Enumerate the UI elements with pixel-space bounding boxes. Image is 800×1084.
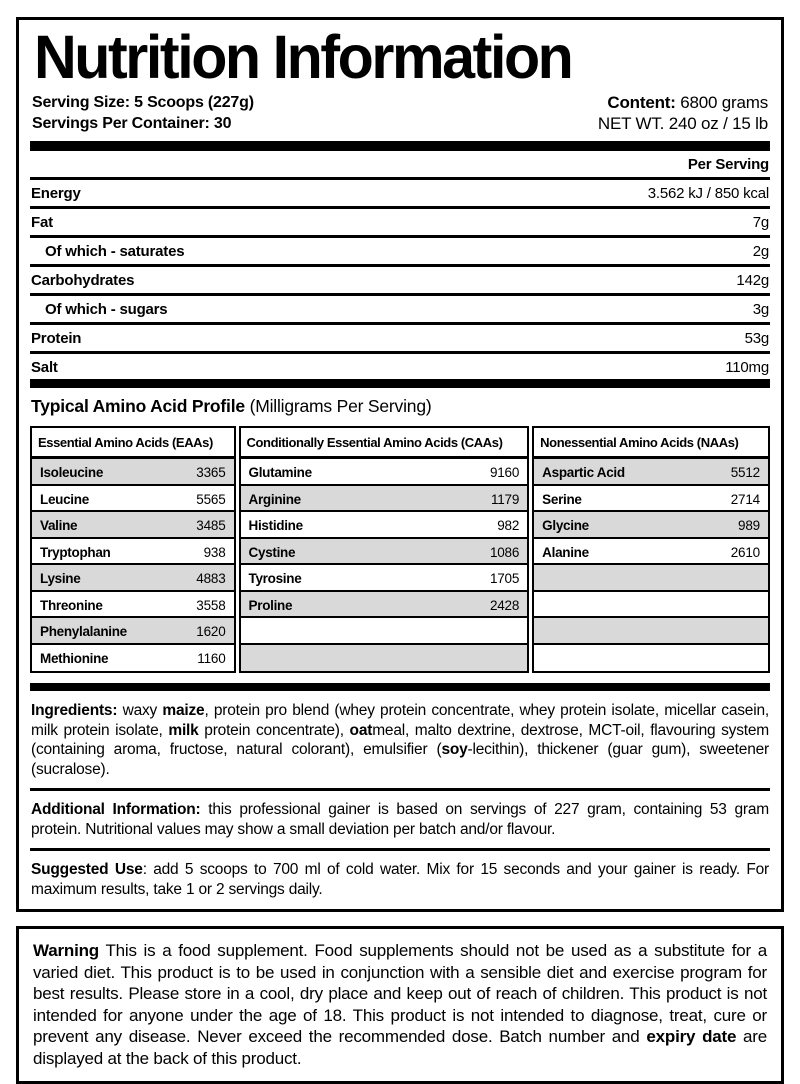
amino-name: Tyrosine: [248, 571, 302, 587]
amino-value: 4883: [196, 571, 226, 587]
page-title: Nutrition Information: [34, 23, 572, 91]
amino-name: Serine: [542, 491, 582, 507]
amino-acid-tables: [30, 426, 770, 673]
amino-table: [239, 426, 530, 673]
bold-text-segment: Ingredients:: [31, 702, 118, 720]
suggested-use-paragraph: [31, 860, 769, 899]
nutrition-row: [30, 238, 770, 267]
amino-value: 982: [497, 518, 520, 534]
amino-row: [32, 486, 234, 513]
nutrient-label: Carbohydrates: [31, 272, 135, 290]
nutrition-row: [30, 180, 770, 209]
amino-row: [32, 459, 234, 486]
amino-row: [534, 486, 768, 513]
text-segment: , protein pro blend (whey protein concentrate, whey protein isolate, micellar casein, milk protein isolate,: [31, 702, 769, 739]
amino-table-header: Nonessential Amino Acids (NAAs): [534, 428, 768, 459]
nutrition-facts-table: [30, 180, 770, 379]
nutrient-label: Protein: [31, 330, 82, 348]
amino-row: [32, 618, 234, 645]
amino-value: 3365: [196, 465, 226, 481]
nutrition-row: [30, 267, 770, 296]
amino-row: [534, 459, 768, 486]
additional-information-paragraph: [31, 800, 769, 839]
amino-profile-title: [31, 396, 769, 417]
divider-bar-after-salt: [30, 379, 770, 388]
text-segment: waxy: [117, 702, 163, 720]
serving-info-left: [32, 92, 254, 134]
amino-name: Methionine: [40, 650, 109, 666]
amino-table: [532, 426, 770, 673]
amino-row: [32, 512, 234, 539]
warning-panel: [16, 926, 784, 1084]
text-segment: -lecithin), thickener (guar gum), sweetener (sucralose).: [31, 741, 769, 778]
bold-text-segment: milk: [168, 721, 199, 739]
amino-table: [30, 426, 236, 673]
amino-row: [534, 592, 768, 619]
divider-bar-top: [30, 141, 770, 151]
bold-text-segment: Warning: [33, 941, 99, 961]
amino-name: Proline: [248, 597, 293, 613]
text-segment: protein concentrate),: [198, 721, 350, 739]
nutrient-value: 2g: [752, 243, 769, 261]
nutrient-value: 53g: [744, 330, 769, 348]
nutrition-info-panel: [16, 17, 784, 912]
amino-value: 2714: [730, 491, 760, 507]
bold-text-segment: oat: [349, 721, 373, 739]
nutrient-label: Salt: [31, 359, 58, 377]
amino-name: Arginine: [248, 491, 301, 507]
amino-value: 989: [738, 518, 760, 534]
nutrient-value: 7g: [752, 214, 769, 232]
amino-value: 1160: [197, 650, 226, 666]
content-line: [598, 92, 768, 113]
bold-text-segment: expiry date: [646, 1027, 737, 1047]
amino-name: Histidine: [248, 518, 303, 534]
amino-value: 3485: [196, 518, 226, 534]
nutrient-label: Energy: [31, 185, 81, 203]
bold-text-segment: Suggested Use: [31, 861, 143, 879]
amino-row: [241, 512, 528, 539]
nutrition-row: [30, 296, 770, 325]
amino-row: [241, 618, 528, 645]
amino-name: Tryptophan: [40, 544, 111, 560]
content-info-right: [598, 92, 768, 134]
amino-value: 5512: [730, 465, 760, 481]
amino-row: [241, 592, 528, 619]
amino-name: Isoleucine: [40, 465, 104, 481]
amino-value: 2428: [489, 597, 520, 613]
nutrition-row: [30, 325, 770, 354]
text-segment: are displayed at the back of this product.: [33, 1027, 767, 1068]
amino-name: Aspartic Acid: [542, 465, 625, 481]
ingredients-paragraph: [31, 701, 769, 779]
amino-profile-title-note: (Milligrams Per Serving): [244, 396, 432, 417]
bold-text-segment: maize: [162, 702, 205, 720]
section-rule: [30, 848, 770, 851]
amino-name: Alanine: [542, 544, 589, 560]
per-serving-column-header: Per Serving: [30, 151, 770, 180]
amino-value: 1086: [489, 544, 520, 560]
amino-row: [534, 618, 768, 645]
nutrient-value: 3.562 kJ / 850 kcal: [647, 185, 769, 203]
amino-value: 3558: [196, 597, 226, 613]
amino-value: 1620: [196, 624, 226, 640]
servings-per-container-text: Servings Per Container: 30: [32, 115, 232, 133]
section-rule: [30, 788, 770, 791]
amino-name: Valine: [40, 518, 78, 534]
content-label: Content:: [607, 93, 676, 113]
amino-table-header: Essential Amino Acids (EAAs): [32, 428, 234, 459]
amino-name: Threonine: [40, 597, 103, 613]
amino-row: [241, 565, 528, 592]
text-segment: meal, malto dextrine, dextrose, MCT-oil, flavouring system (containing aroma, fructose, natural colorant), emulsifier (: [31, 721, 769, 759]
amino-row: [534, 645, 768, 672]
amino-name: Glutamine: [248, 465, 312, 481]
amino-row: [534, 565, 768, 592]
warning-paragraph: [33, 940, 767, 1069]
nutrient-value: 142g: [736, 272, 769, 290]
amino-row: [241, 486, 528, 513]
spacer: [30, 673, 770, 683]
amino-row: [32, 645, 234, 672]
divider-bar-after-tables: [30, 683, 770, 691]
net-weight-text: NET WT. 240 oz / 15 lb: [597, 114, 768, 134]
nutrient-label: Of which - sugars: [45, 301, 168, 319]
nutrition-row: [30, 354, 770, 379]
amino-row: [534, 539, 768, 566]
amino-name: Cystine: [248, 544, 296, 560]
content-value: 6800 grams: [675, 93, 768, 113]
serving-size-text: Serving Size: 5 Scoops (227g): [32, 94, 254, 112]
amino-name: Glycine: [542, 518, 589, 534]
amino-table-header: Conditionally Essential Amino Acids (CAAs): [241, 428, 528, 459]
amino-value: 1705: [489, 571, 520, 587]
amino-name: Leucine: [40, 491, 89, 507]
text-segment: this professional gainer is based on servings of 227 gram, containing 53 gram protein. Nutritional values may show a small deviation per batch and/or flavour.: [31, 801, 769, 838]
amino-row: [241, 539, 528, 566]
nutrient-label: Fat: [31, 214, 53, 232]
amino-row: [32, 539, 234, 566]
amino-value: 5565: [196, 491, 226, 507]
amino-value: 1179: [490, 491, 520, 507]
nutrition-row: [30, 209, 770, 238]
text-segment: : add 5 scoops to 700 ml of cold water. Mix for 15 seconds and your gainer is ready. For maximum results, take 1 or 2 servings daily.: [31, 861, 770, 898]
text-segment: This is a food supplement. Food supplements should not be used as a substitute for a varied diet. This product is to be used in conjunction with a sensible diet and exercise program for best results. Please store in a cool, dry place and keep out of reach of children. This product is not intended for anyone under the age of 18. This product is not intended to diagnose, treat, cure or prevent any disease. Never exceed the recommended dose. Batch number and: [33, 941, 767, 1047]
bold-text-segment: Additional Information:: [31, 801, 201, 819]
amino-value: 9160: [489, 465, 520, 481]
amino-name: Lysine: [40, 571, 81, 587]
nutrient-value: 3g: [752, 301, 769, 319]
nutrient-value: 110mg: [725, 359, 769, 377]
nutrition-label-page: [0, 17, 800, 1084]
amino-value: 2610: [730, 544, 760, 560]
amino-row: [241, 645, 528, 672]
amino-name: Phenylalanine: [40, 624, 127, 640]
amino-row: [32, 565, 234, 592]
amino-row: [534, 512, 768, 539]
amino-profile-title-bold: Typical Amino Acid Profile: [31, 396, 245, 417]
serving-info-row: [32, 92, 768, 134]
amino-row: [32, 592, 234, 619]
amino-value: 938: [203, 544, 226, 560]
bold-text-segment: soy: [441, 741, 468, 759]
amino-row: [241, 459, 528, 486]
nutrient-label: Of which - saturates: [45, 243, 185, 261]
